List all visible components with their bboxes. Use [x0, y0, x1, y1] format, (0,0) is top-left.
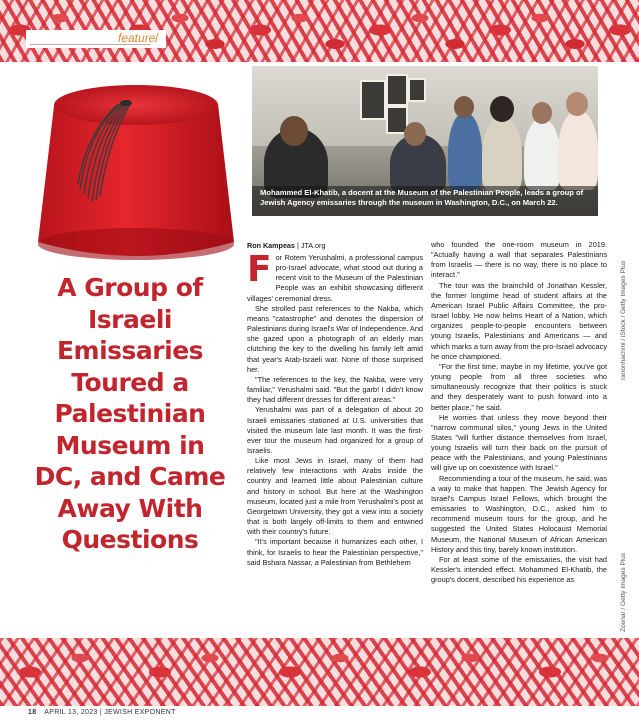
- visitor-head: [532, 102, 552, 124]
- article-paragraph: Like most Jews in Israel, many of them had relatively few interactions with Arabs inside the country and learned little about Palestinian culture and history in school. But here at the Washington museum, located just a mile from Yerushalmi's post at Georgetown University, they got a view into a society that is both largely off-limits to them and entwined with their country's future.: [247, 456, 423, 537]
- photo-frame: [386, 74, 408, 106]
- visitor-figure: [482, 116, 522, 192]
- article-paragraph: For at least some of the emissaries, the visit had Kessler's intended effect. Mohammed El-Khatib, the group's docent, described his experience as: [431, 554, 607, 585]
- visitor-head: [454, 96, 474, 118]
- visitor-head: [490, 96, 514, 122]
- article-paragraph: "It's important because it humanizes each other, I think, for Israelis to hear the Palestinian perspective," said Bshara Nassar, a Palestinian from Bethlehem: [247, 537, 423, 567]
- page-footer: [28, 709, 176, 716]
- article-paragraph: "The references to the key, the Nakba, were very familiar," Yerushalmi said. "But the garb! I didn't know they had different dresses for different areas.": [247, 374, 423, 405]
- footer-separator: |: [99, 709, 102, 716]
- visitor-head: [566, 92, 588, 116]
- photo-frame: [360, 80, 386, 120]
- section-label: feature: [118, 31, 156, 45]
- decorative-pattern-bottom: [0, 638, 639, 706]
- byline-source: JTA.org: [300, 241, 326, 250]
- article-paragraph: The tour was the brainchild of Jonathan Kessler, the former longtime head of student affairs at the American Israel Public Affairs Committee, the pro-Israel lobby. He now helms Heart of a Nation, which organizes people-to-people encounters between young Israelis, Palestinians and Americans — and which marks a turn away from the pro-Israel advocacy he once championed.: [431, 280, 607, 361]
- article-column-1: [247, 249, 423, 568]
- photo-frame: [408, 78, 426, 102]
- article-paragraph: She strolled past references to the Nakba, which means "catastrophe" and denotes the dispersion of Palestinians during Israel's War of Independence. And she gazed upon a photograph of an elderly man clutching the key to the dwelling his family left amid that year's Arab-Israeli war. None of those surprised her.: [247, 303, 423, 374]
- article-headline: A Group of Israeli Emissaries Toured a Palestinian Museum in DC, and Came Away With Questions: [34, 273, 226, 554]
- visitor-head: [280, 116, 308, 146]
- fez-image: [22, 74, 252, 270]
- article-column-2: [431, 240, 607, 585]
- article-paragraph: who founded the one-room museum in 2019. "Actually having a wall that separates Palestinians from Israelis — there is no way, there is no place to interact.": [431, 240, 607, 280]
- issue-date: APRIL 13, 2023: [44, 709, 98, 716]
- drop-cap: F: [247, 249, 272, 290]
- byline-author: Ron Kampeas: [247, 241, 295, 250]
- photo-credit-pattern: Zoonar / Getty Images Plus: [620, 552, 627, 632]
- docent-head: [404, 122, 426, 146]
- museum-photo: [252, 66, 598, 216]
- article-paragraph: For Rotem Yerushalmi, a professional campus pro-Israel advocate, what stood out during a recent visit to the Museum of the Palestinian People was an exhibit showcasing different villages' ceremonial dress.: [247, 249, 423, 303]
- visitor-figure: [448, 112, 482, 192]
- photo-credit-fez: ranonhachmi / iStock / Getty Images Plus: [620, 260, 627, 380]
- publication-name: JEWISH EXPONENT: [104, 709, 176, 716]
- article-paragraph: Yerushalmi was part of a delegation of about 20 Israeli emissaries stationed at U.S. universities that visited the museum late last month. It was the first-ever tour the museum had organized for a group of Israelis.: [247, 405, 423, 455]
- visitor-figure: [558, 110, 598, 190]
- section-slash: /: [155, 30, 159, 45]
- photo-caption: Mohammed El-Khatib, a docent at the Museum of the Palestinian People, leads a group of Jewish Agency emissaries through the museum in Washington, D.C., on March 22.: [260, 188, 584, 207]
- byline-separator: |: [296, 241, 301, 250]
- article-paragraph: Recommending a tour of the museum, he said, was a way to make that happen. The Jewish Agency for Israel's Campus Israel Fellows, which brought the emissaries to Washington, D.C., asked him to recommend museum tours for the group, and he suggested the United States Holocaust Memorial Museum, the National Museum of African American History and this tiny, barely known institution.: [431, 473, 607, 554]
- article-paragraph: He worries that unless they move beyond their "narrow communal silos," young Jews in the United States "will further distance themselves from Israel, young Israelis will turn their back on the pursuit of peace with the Palestinians, and young Palestinians will give up on coexistence with Israel.": [431, 412, 607, 473]
- page-number: 18: [28, 709, 37, 716]
- article-paragraph: "For the first time, maybe in my lifetime, you've got young people from all three societies who simultaneously recognize that their politics is stuck and they desperately want to push forward into a better place," he said.: [431, 361, 607, 412]
- visitor-figure: [524, 118, 560, 190]
